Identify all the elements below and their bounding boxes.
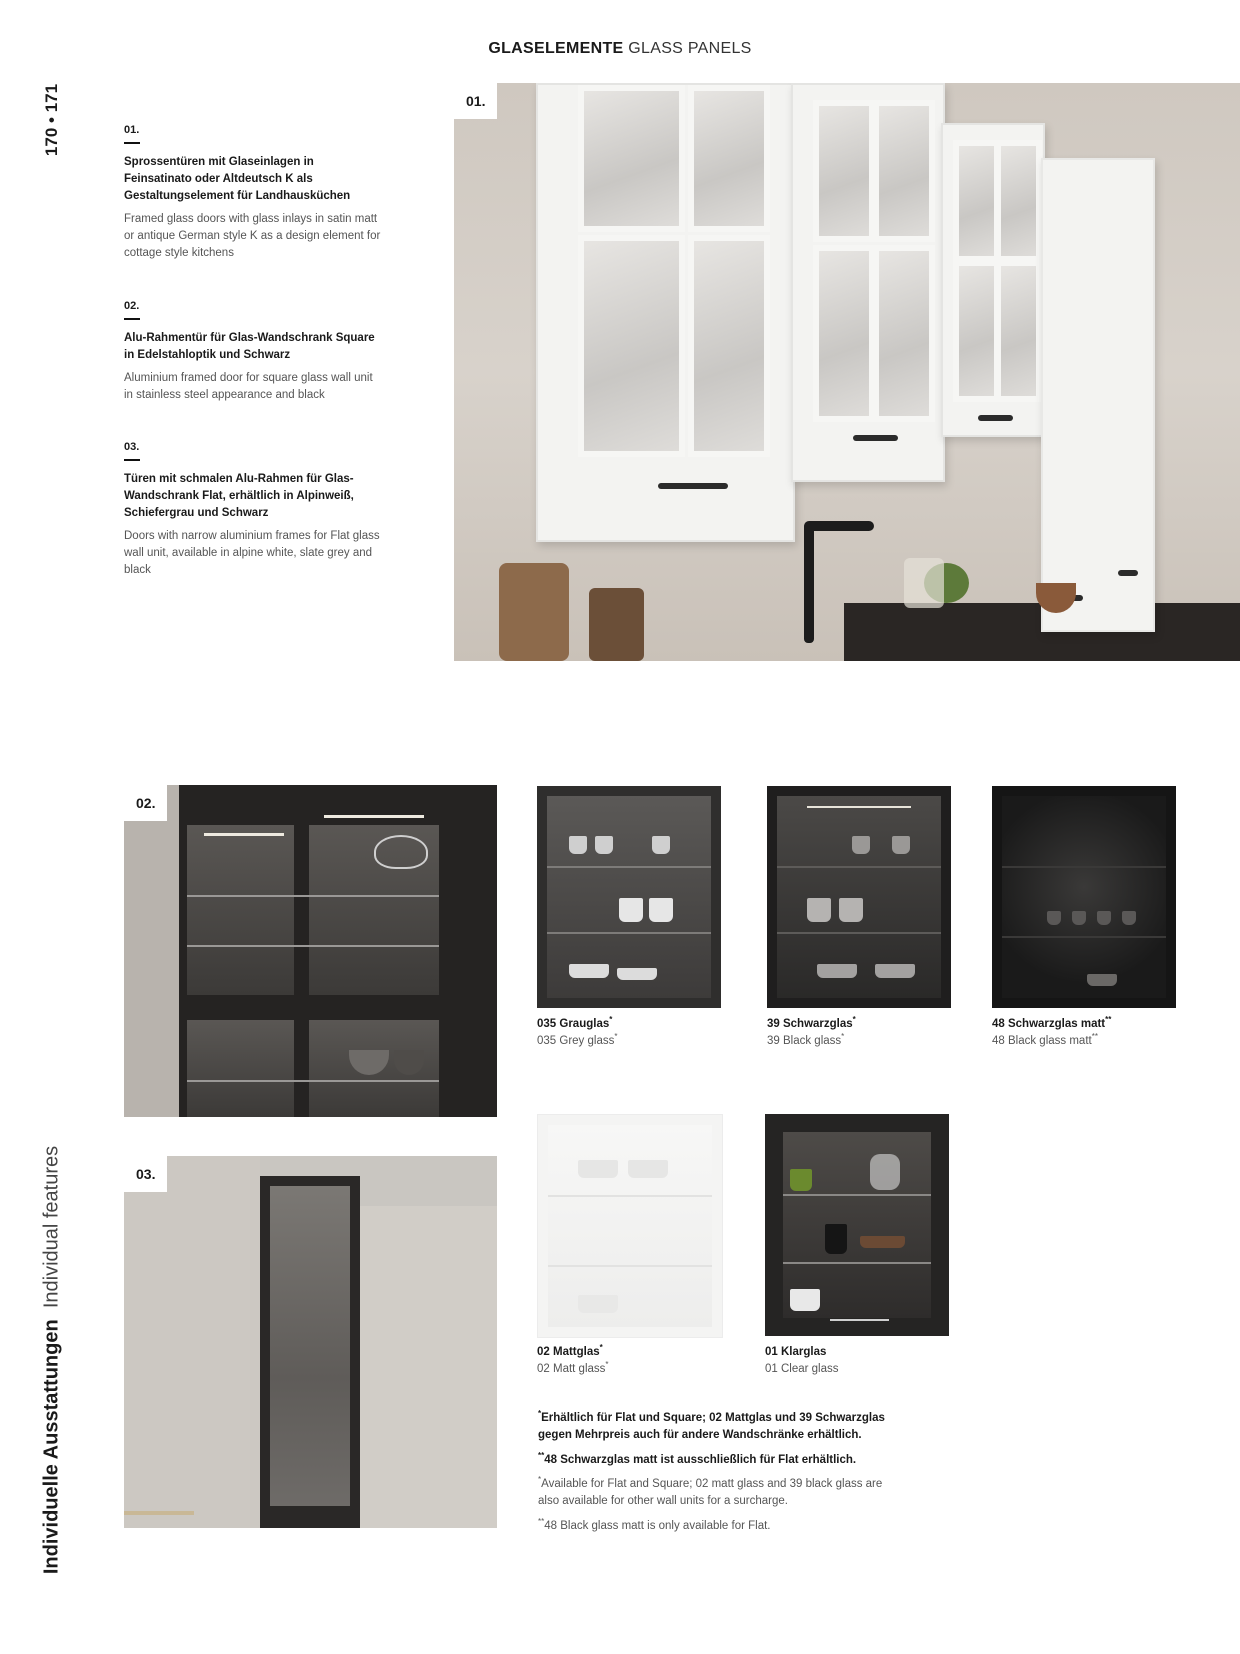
image-tag-02: 02.: [124, 785, 167, 821]
item-text-en: Framed glass doors with glass inlays in satin matt or antique German style K as a design element for cottage style kitchens: [124, 213, 381, 259]
item-rule: [124, 142, 140, 144]
swatch-caption-clear-glass: 01 Klarglas 01 Clear glass: [765, 1346, 839, 1375]
cabinet-photo-03: [124, 1156, 497, 1528]
wall-cabinet: [536, 83, 795, 542]
item-rule: [124, 459, 140, 461]
swatch-caption-black-glass: 39 Schwarzglas* 39 Black glass*: [767, 1015, 856, 1047]
item-01: [124, 124, 384, 262]
header-title-light: GLASS PANELS: [628, 40, 752, 57]
image-tag-01: 01.: [454, 83, 497, 119]
swatch-caption-matt-glass: 02 Mattglas* 02 Matt glass*: [537, 1343, 609, 1375]
swatch-caption-black-glass-matt: 48 Schwarzglas matt** 48 Black glass matt**: [992, 1015, 1112, 1047]
tall-cabinet: [1041, 158, 1155, 632]
page-numbers: 170 • 171: [42, 83, 61, 157]
item-02: [124, 300, 384, 404]
swatch-black-glass-matt: [992, 786, 1176, 1008]
footnote-en-2: **48 Black glass matt is only available for Flat.: [538, 1517, 771, 1532]
item-text-en: Aluminium framed door for square glass wall unit in stainless steel appearance and black: [124, 372, 373, 401]
kitchen-photo-01: [454, 83, 1240, 661]
wall-cabinet: [791, 83, 945, 482]
swatch-caption-grey-glass: 035 Grauglas* 035 Grey glass*: [537, 1015, 618, 1047]
footnote-de-2: **48 Schwarzglas matt ist ausschließlich für Flat erhältlich.: [538, 1451, 857, 1466]
section-title-en: Individual features: [40, 1145, 63, 1309]
item-rule: [124, 318, 140, 320]
item-number: 01.: [124, 124, 140, 136]
swatch-grey-glass: [537, 786, 721, 1008]
image-tag-03: 03.: [124, 1156, 167, 1192]
wall-cabinet: [941, 123, 1045, 437]
item-text-de: Alu-Rahmentür für Glas-Wandschrank Square in Edelstahloptik und Schwarz: [124, 332, 375, 361]
handle: [124, 1511, 194, 1515]
cutting-board: [499, 563, 569, 661]
item-03: [124, 441, 384, 579]
item-text-en: Doors with narrow aluminium frames for Flat glass wall unit, available in alpine white, slate grey and black: [124, 530, 380, 576]
swatch-black-glass: [767, 786, 951, 1008]
page-header: [0, 40, 1240, 58]
glass-jar: [904, 558, 944, 608]
footnote-de-1: *Erhältlich für Flat und Square; 02 Mattglas und 39 Schwarzglas gegen Mehrpreis auch für andere Wandschränke erhältlich.: [538, 1409, 885, 1441]
faucet: [804, 523, 814, 643]
section-title: [36, 1145, 68, 1575]
item-number: 02.: [124, 300, 140, 312]
glass-bowl: [374, 835, 428, 869]
section-title-de: Individuelle Ausstattungen: [40, 1319, 63, 1575]
header-title-bold: GLASELEMENTE: [488, 40, 624, 57]
item-number: 03.: [124, 441, 140, 453]
cabinet-photo-02: [124, 785, 497, 1117]
swatch-clear-glass: [765, 1114, 949, 1336]
item-text-de: Sprossentüren mit Glaseinlagen in Feinsatinato oder Altdeutsch K als Gestaltungselement für Landhausküchen: [124, 156, 351, 202]
footnote-en-1: *Available for Flat and Square; 02 matt glass and 39 black glass are also available for other wall units for a surcharge.: [538, 1475, 883, 1507]
swatch-matt-glass: [537, 1114, 723, 1338]
item-text-de: Türen mit schmalen Alu-Rahmen für Glas-Wandschrank Flat, erhältlich in Alpinweiß, Schiefergrau und Schwarz: [124, 473, 354, 519]
